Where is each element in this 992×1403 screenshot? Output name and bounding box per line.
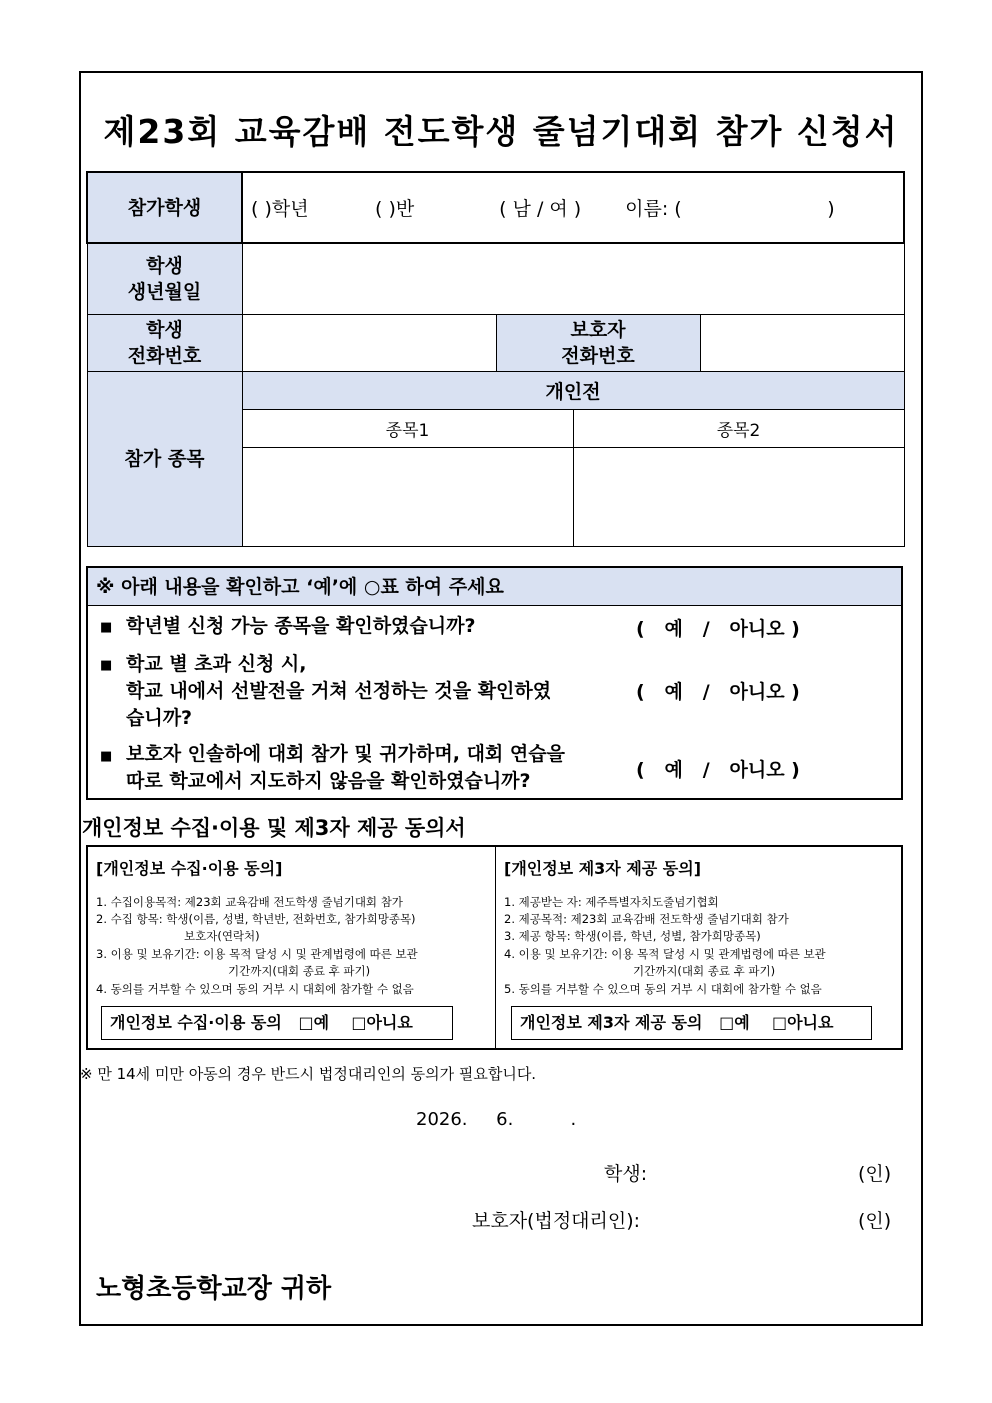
consent-left-item: 기간까지(대회 종료 후 파기) xyxy=(228,964,371,978)
consent-box xyxy=(86,845,903,1050)
name-field[interactable]: 이름: ( xyxy=(625,198,682,220)
guardian-phone-label: 보호자 전화번호 xyxy=(496,314,700,371)
birthdate-field[interactable] xyxy=(242,243,904,314)
name-field-close: ) xyxy=(827,198,835,220)
consent-left-item: 4. 동의를 거부할 수 있으며 동의 거부 시 대회에 참가할 수 없음 xyxy=(96,982,414,996)
consent-right-item: 2. 제공목적: 제23회 교육감배 전도학생 줄넘기대회 참가 xyxy=(504,912,789,926)
consent-left-header: [개인정보 수집·이용 동의] xyxy=(96,859,283,878)
class-field[interactable]: ( )반 xyxy=(375,198,415,220)
grade-field[interactable]: ( )학년 xyxy=(251,198,309,220)
gender-field[interactable]: ( 남 / 여 ) xyxy=(499,198,582,220)
consent-left-item: 2. 수집 항목: 학생(이름, 성별, 학년반, 전화번호, 참가희망종목) xyxy=(96,912,416,926)
student-phone-field[interactable] xyxy=(242,314,496,371)
consent-right-item: 5. 동의를 거부할 수 있으며 동의 거부 시 대회에 참가할 수 없음 xyxy=(504,982,822,996)
answer-1[interactable]: ( 예 / 아니오 ) xyxy=(636,618,800,640)
guardian-signature-label: 보호자(법정대리인): xyxy=(472,1210,641,1232)
guardian-seal[interactable]: (인) xyxy=(858,1210,892,1232)
consent-left-item: 3. 이용 및 보유기간: 이용 목적 달성 시 및 관계법령에 따른 보관 xyxy=(96,947,418,961)
birthdate-label: 학생 생년월일 xyxy=(87,243,242,314)
application-date[interactable]: 2026. 6. . xyxy=(416,1109,577,1130)
confirmation-header: ※ 아래 내용을 확인하고 ‘예’에 ○표 하여 주세요 xyxy=(88,568,901,606)
document-title: 제23회 교육감배 전도학생 줄넘기대회 참가 신청서 xyxy=(103,112,899,151)
consent-left-item: 보호자(연락처) xyxy=(184,929,260,943)
consent-right-item: 4. 이용 및 보유기간: 이용 목적 달성 시 및 관계법령에 따른 보관 xyxy=(504,947,826,961)
guardian-consent-note: ※ 만 14세 미만 아동의 경우 반드시 법정대리인의 동의가 필요합니다. xyxy=(80,1065,537,1083)
events-label: 참가 종목 xyxy=(87,371,242,546)
question-1: 학년별 신청 가능 종목을 확인하였습니까? xyxy=(126,615,476,637)
bullet-icon: ■ xyxy=(100,749,113,764)
bullet-icon: ■ xyxy=(100,658,113,673)
student-phone-label: 학생 전화번호 xyxy=(87,314,242,371)
consent-left-item: 1. 수집이용목적: 제23회 교육감배 전도학생 줄넘기대회 참가 xyxy=(96,895,403,909)
answer-2[interactable]: ( 예 / 아니오 ) xyxy=(636,681,800,703)
question-2: 학교 별 초과 신청 시, 학교 내에서 선발전을 거쳐 선정하는 것을 확인하였 습니까? xyxy=(126,653,552,729)
consent-right-item: 기간까지(대회 종료 후 파기) xyxy=(633,964,776,978)
participant-info-field[interactable] xyxy=(242,172,904,243)
answer-3[interactable]: ( 예 / 아니오 ) xyxy=(636,759,800,781)
consent-right-item: 3. 제공 항목: 학생(이름, 학년, 성별, 참가희망종목) xyxy=(504,929,761,943)
confirmation-box xyxy=(86,566,903,800)
event1-field[interactable] xyxy=(242,447,573,546)
student-signature-label: 학생: xyxy=(604,1163,648,1185)
event1-header: 종목1 xyxy=(242,409,573,447)
question-3: 보호자 인솔하에 대회 참가 및 귀가하며, 대회 연습을 따로 학교에서 지도하지 않음을 확인하였습니까? xyxy=(126,743,565,792)
bullet-icon: ■ xyxy=(100,620,113,635)
consent-divider xyxy=(495,847,496,1048)
consent-left-agree-checkbox[interactable]: 개인정보 수집·이용 동의 □예 □아니요 xyxy=(101,1006,453,1040)
guardian-phone-field[interactable] xyxy=(700,314,904,371)
consent-right-item: 1. 제공받는 자: 제주특별자치도줄넘기협회 xyxy=(504,895,719,909)
participant-label: 참가학생 xyxy=(87,172,242,243)
student-seal[interactable]: (인) xyxy=(858,1163,892,1185)
application-form-table xyxy=(86,171,905,547)
consent-section-title: 개인정보 수집·이용 및 제3자 제공 동의서 xyxy=(82,816,466,840)
consent-right-header: [개인정보 제3자 제공 동의] xyxy=(504,859,702,878)
event2-field[interactable] xyxy=(573,447,904,546)
event2-header: 종목2 xyxy=(573,409,904,447)
recipient-footer: 노형초등학교장 귀하 xyxy=(96,1274,332,1304)
consent-right-agree-checkbox[interactable]: 개인정보 제3자 제공 동의 □예 □아니요 xyxy=(511,1006,872,1040)
individual-event-header: 개인전 xyxy=(242,371,904,409)
